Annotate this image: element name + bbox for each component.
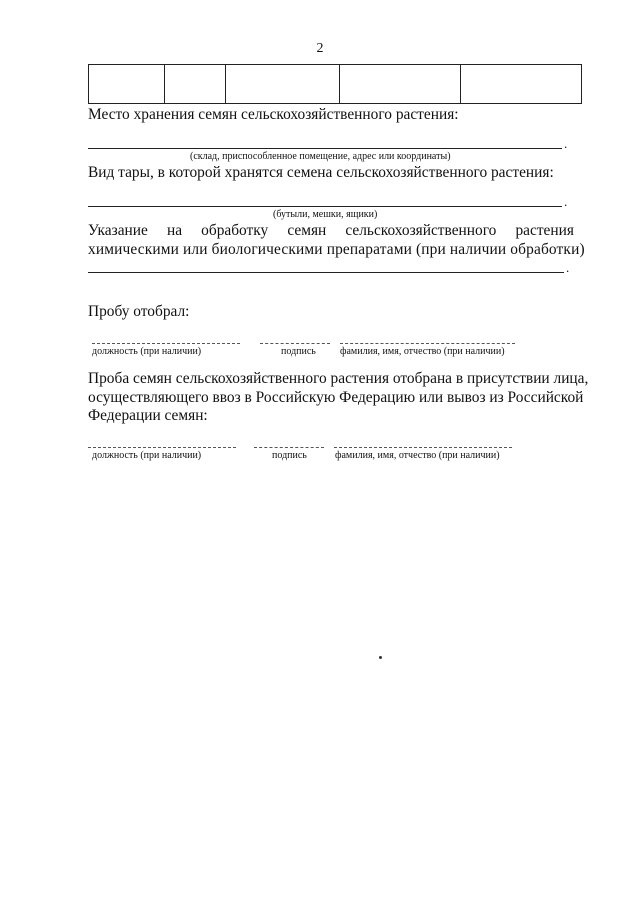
continuation-table — [88, 64, 582, 104]
witness-name-line — [334, 447, 512, 448]
treatment-word: на — [166, 222, 183, 239]
treatment-word: семян — [287, 222, 327, 239]
container-end-mark: . — [564, 194, 568, 209]
container-type-fill-line — [88, 206, 562, 207]
witness-signature-hint: подпись — [272, 450, 307, 461]
sampler-position-line — [92, 343, 240, 344]
sampler-name-line — [340, 343, 515, 344]
sampler-signature-line — [260, 343, 330, 344]
sampler-label: Пробу отобрал: — [88, 303, 190, 320]
sampler-position-hint: должность (при наличии) — [92, 346, 202, 357]
treatment-word: сельскохозяйственного — [345, 222, 497, 239]
storage-place-hint: (склад, приспособленное помещение, адрес или координаты) — [190, 151, 451, 162]
witness-line: Федерации семян: — [88, 407, 208, 424]
witness-signature-line — [254, 447, 324, 448]
treatment-word: растения — [515, 222, 574, 239]
witness-name-hint: фамилия, имя, отчество (при наличии) — [335, 450, 500, 461]
scan-speck — [379, 656, 382, 659]
storage-place-label: Место хранения семян сельскохозяйственного растения: — [88, 106, 459, 123]
witness-paragraph — [88, 370, 589, 426]
table-row — [89, 65, 582, 104]
table-cell — [461, 65, 582, 104]
sampler-signature-hint: подпись — [281, 346, 316, 357]
witness-position-hint: должность (при наличии) — [92, 450, 202, 461]
table-cell — [226, 65, 340, 104]
storage-place-fill-line — [88, 148, 562, 149]
treatment-word: обработку — [201, 222, 269, 239]
witness-line: осуществляющего ввоз в Российскую Федерацию или вывоз из Российской — [88, 388, 584, 406]
witness-position-line — [88, 447, 236, 448]
storage-end-mark: . — [564, 136, 568, 151]
witness-line: Проба семян сельскохозяйственного растения отобрана в присутствии лица, — [88, 370, 589, 387]
container-type-label: Вид тары, в которой хранятся семена сельскохозяйственного растения: — [88, 164, 554, 181]
container-type-hint: (бутыли, мешки, ящики) — [273, 209, 378, 220]
treatment-word: Указание — [88, 222, 148, 239]
treatment-label-line1 — [88, 222, 574, 240]
treatment-fill-line — [88, 272, 564, 273]
page-number: 2 — [316, 41, 324, 56]
sampler-name-hint: фамилия, имя, отчество (при наличии) — [340, 346, 505, 357]
treatment-end-mark: . — [566, 260, 570, 275]
table-cell — [340, 65, 461, 104]
treatment-label-line2: химическими или биологическими препаратами (при наличии обработки) — [88, 241, 585, 258]
table-cell — [89, 65, 165, 104]
table-cell — [165, 65, 226, 104]
